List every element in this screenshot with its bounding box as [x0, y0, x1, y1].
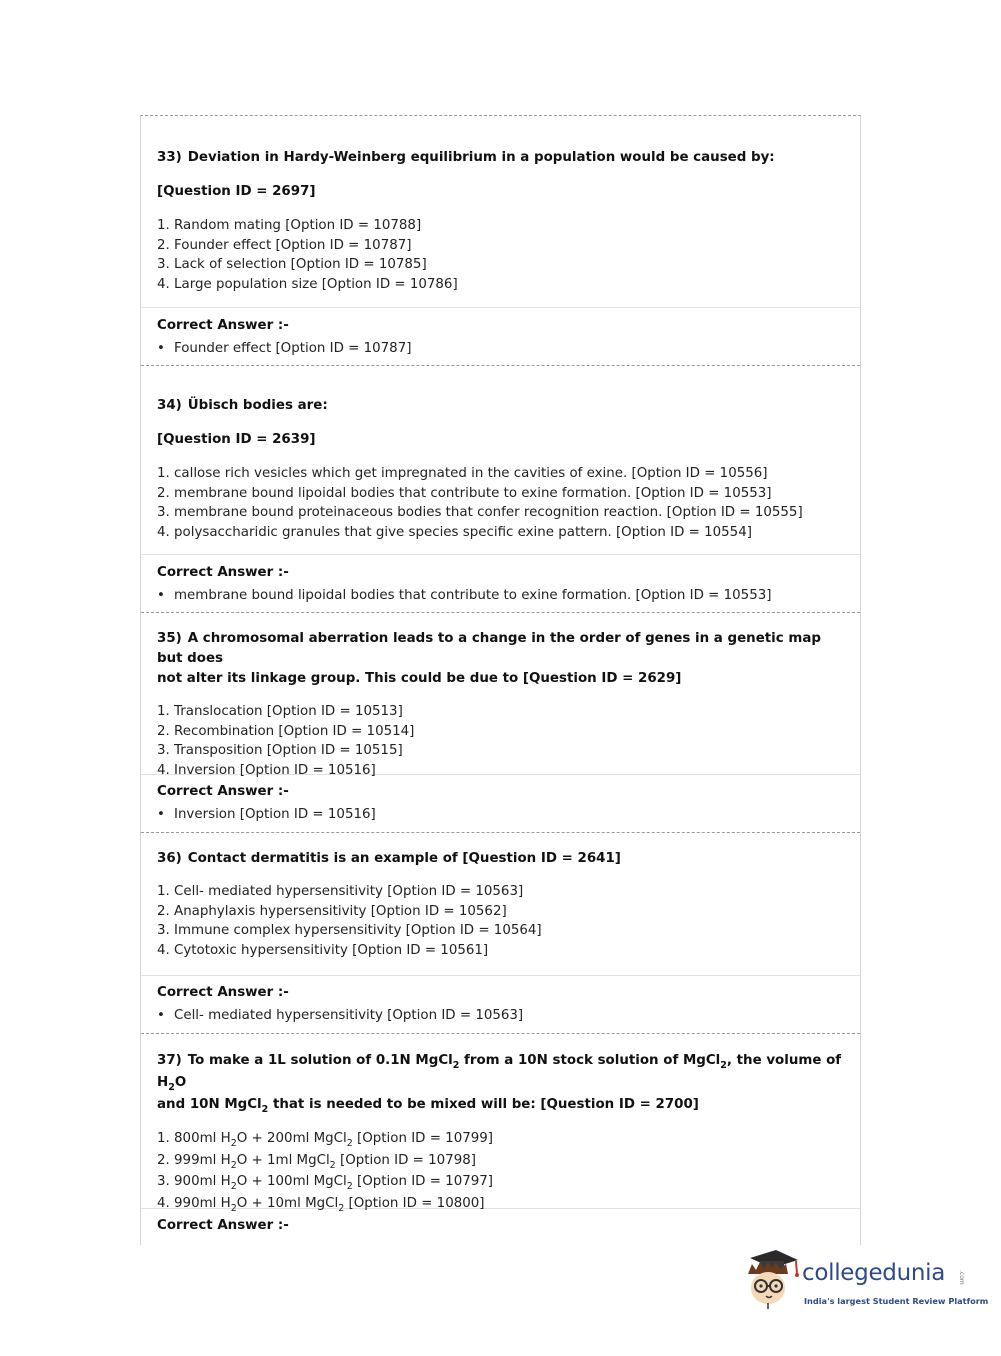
correct-answer: • Inversion [Option ID = 10516] [157, 807, 376, 822]
correct-answer-label: Correct Answer :- [157, 565, 289, 580]
question-33-options [157, 216, 844, 294]
option: 3. 900ml $H_2O + 100ml$ MgCl$_2$ [Option ID = 10797] [157, 1174, 494, 1193]
correct-answer-label: Correct Answer :- [157, 318, 289, 333]
option: 4. 990ml $H_2O + 10ml$ MgCl$_2$ [Option ID = 10800] [157, 1196, 485, 1215]
logo-tagline: India's largest Student Review Platform [804, 1296, 989, 1306]
question-34-id: [Question ID = 2639] [157, 432, 316, 447]
answer-33 [141, 308, 860, 366]
question-37-options [157, 1128, 844, 1215]
option: 2. Founder effect [Option ID = 10787] [157, 237, 412, 253]
question-34-options [157, 464, 844, 542]
question-35 [141, 613, 860, 778]
question-35-options [157, 702, 844, 780]
mascot-icon [742, 1248, 802, 1310]
question-35-title: 35) A chromosomal aberration leads to a change in the order of genes in a genetic map but does not alter its linkage group. This could be due to [Question ID = 2629] [157, 631, 821, 686]
option: 3. Lack of selection [Option ID = 10785] [157, 257, 427, 272]
answer-36 [141, 976, 860, 1034]
question-36-title: 36) Contact dermatitis is an example of [Question ID = 2641] [157, 851, 621, 866]
option: 3. membrane bound proteinaceous bodies that confer recognition reaction. [Option ID = 10555] [157, 505, 803, 520]
option: 1. Translocation [Option ID = 10513] [157, 704, 403, 719]
question-paper-frame [140, 115, 861, 1245]
option: 3. Immune complex hypersensitivity [Option ID = 10564] [157, 923, 542, 938]
correct-answer: • Cell- mediated hypersensitivity [Option ID = 10563] [157, 1008, 524, 1023]
option: 1. 800ml $H_2O + 200ml$ MgCl$_2$ [Option ID = 10799] [157, 1131, 494, 1149]
option: 4. polysaccharidic granules that give species specific exine pattern. [Option ID = 10554] [157, 524, 752, 540]
option: 4. Cytotoxic hypersensitivity [Option ID = 10561] [157, 942, 489, 958]
option: 2. Anaphylaxis hypersensitivity [Option ID = 10562] [157, 903, 507, 919]
answer-34 [141, 555, 860, 613]
correct-answer: • membrane bound lipoidal bodies that contribute to exine formation. [Option ID = 10553] [157, 588, 772, 603]
option: 1. callose rich vesicles which get impregnated in the cavities of exine. [Option ID = 10556] [157, 466, 768, 481]
question-33-id: [Question ID = 2697] [157, 184, 316, 199]
option: 2. Recombination [Option ID = 10514] [157, 723, 415, 739]
question-36 [141, 833, 860, 976]
question-37-title: 37) To make a 1L solution of 0.1N MgCl$_2$ from a 10N stock solution of MgCl$_2$, the volume of $H_2O$ and 10N MgCl$_2$ that is needed to be mixed will be: [Question ID = 2700] [157, 1053, 842, 1115]
question-33-title: 33) Deviation in Hardy-Weinberg equilibrium in a population would be caused by: [157, 150, 775, 165]
correct-answer-label: Correct Answer :- [157, 985, 289, 1000]
logo-wordmark: collegedunia [802, 1260, 946, 1286]
question-36-options [157, 882, 844, 960]
collegedunia-logo[interactable] [742, 1248, 989, 1318]
option: 4. Inversion [Option ID = 10516] [157, 762, 376, 778]
correct-answer: • Founder effect [Option ID = 10787] [157, 341, 412, 356]
question-37 [141, 1034, 860, 1215]
correct-answer-label: Correct Answer :- [157, 784, 289, 799]
question-33 [141, 116, 860, 308]
option: 2. membrane bound lipoidal bodies that contribute to exine formation. [Option ID = 10553] [157, 485, 772, 501]
option: 1. Cell- mediated hypersensitivity [Option ID = 10563] [157, 884, 524, 899]
option: 4. Large population size [Option ID = 10786] [157, 276, 458, 292]
answer-37 [141, 1209, 860, 1245]
correct-answer-label: Correct Answer :- [157, 1218, 289, 1233]
option: 2. 999ml $H_2O + 1ml$ MgCl$_2$ [Option ID = 10798] [157, 1152, 476, 1171]
logo-dotcom: .com [958, 1270, 965, 1285]
question-34 [141, 366, 860, 555]
option: 1. Random mating [Option ID = 10788] [157, 218, 422, 233]
answer-35 [141, 775, 860, 833]
option: 3. Transposition [Option ID = 10515] [157, 743, 403, 758]
question-34-title: 34) Übisch bodies are: [157, 398, 328, 413]
